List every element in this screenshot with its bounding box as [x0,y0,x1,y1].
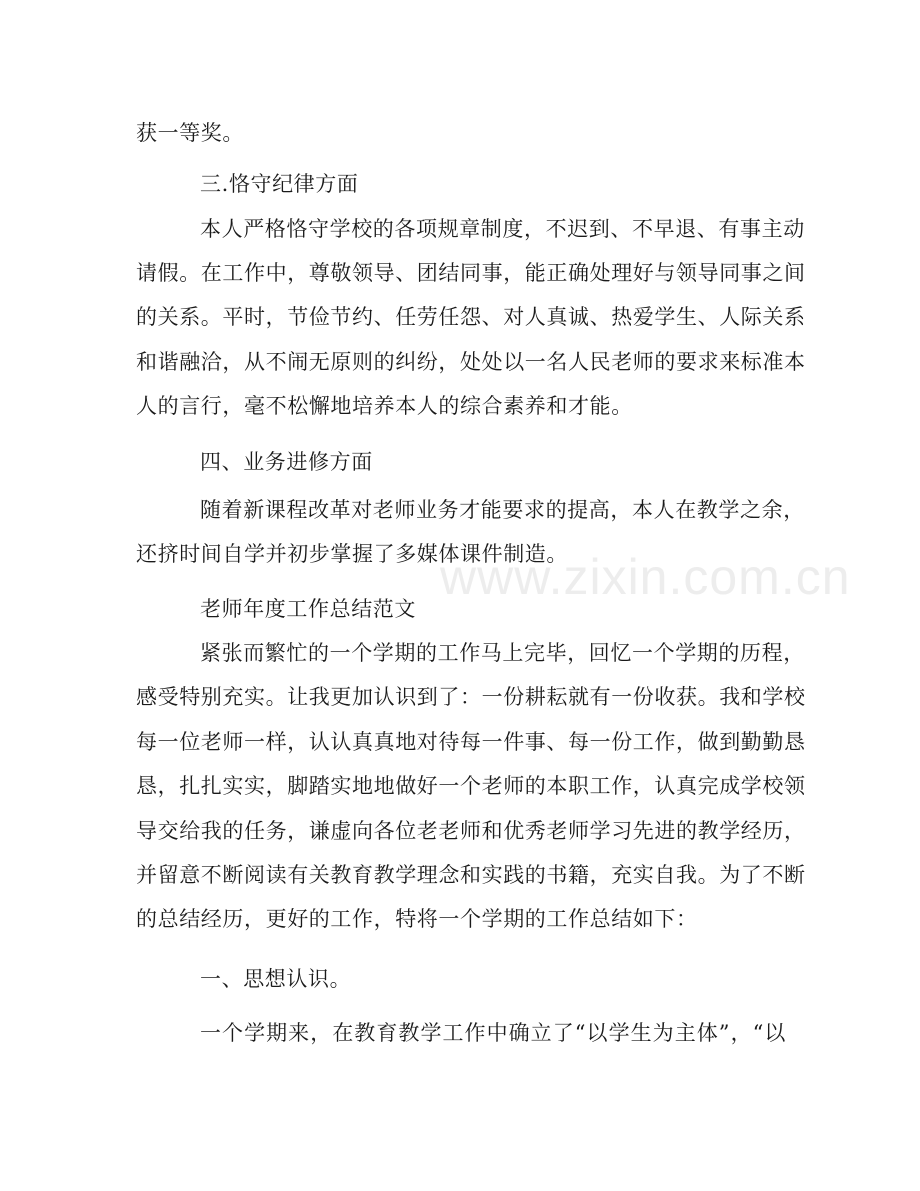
section-heading: 三.恪守纪律方面 [200,172,359,196]
text-line: 和谐融洽，从不闹无原则的纠纷，处处以一名人民老师的要求来标准本 [136,350,806,374]
watermark: www.zixin.com.cn [440,549,851,605]
text-line: 的关系。平时，节俭节约、任劳任怨、对人真诚、热爱学生、人际关系 [136,305,806,329]
section-heading: 一、思想认识。 [200,967,352,991]
section-heading: 四、业务进修方面 [200,450,373,474]
text-line: 获一等奖。 [136,121,244,145]
text-line: 紧张而繁忙的一个学期的工作马上完毕，回忆一个学期的历程， [200,641,805,665]
text-line: 恳，扎扎实实，脚踏实地地做好一个老师的本职工作，认真完成学校领 [136,774,806,798]
text-line: 还挤时间自学并初步掌握了多媒体课件制造。 [136,542,568,566]
text-line: 随着新课程改革对老师业务才能要求的提高，本人在教学之余， [200,498,805,522]
article-title: 老师年度工作总结范文 [200,597,416,621]
text-line: 一个学期来，在教育教学工作中确立了“以学生为主体”，“以 [200,1021,786,1045]
text-line: 人的言行，毫不松懈地培养本人的综合素养和才能。 [136,394,633,418]
text-line: 导交给我的任务，谦虚向各位老老师和优秀老师学习先进的教学经历， [136,819,806,843]
text-line: 请假。在工作中，尊敬领导、团结同事，能正确处理好与领导同事之间 [136,261,806,285]
text-line: 每一位老师一样，认认真真地对待每一件事、每一份工作，做到勤勤恳 [136,730,806,754]
text-line: 并留意不断阅读有关教育教学理念和实践的书籍，充实自我。为了不断 [136,863,806,887]
text-line: 感受特别充实。让我更加认识到了：一份耕耘就有一份收获。我和学校 [136,685,806,709]
text-line: 的总结经历，更好的工作，特将一个学期的工作总结如下： [136,907,698,931]
text-line: 本人严格恪守学校的各项规章制度，不迟到、不早退、有事主动 [200,217,805,241]
